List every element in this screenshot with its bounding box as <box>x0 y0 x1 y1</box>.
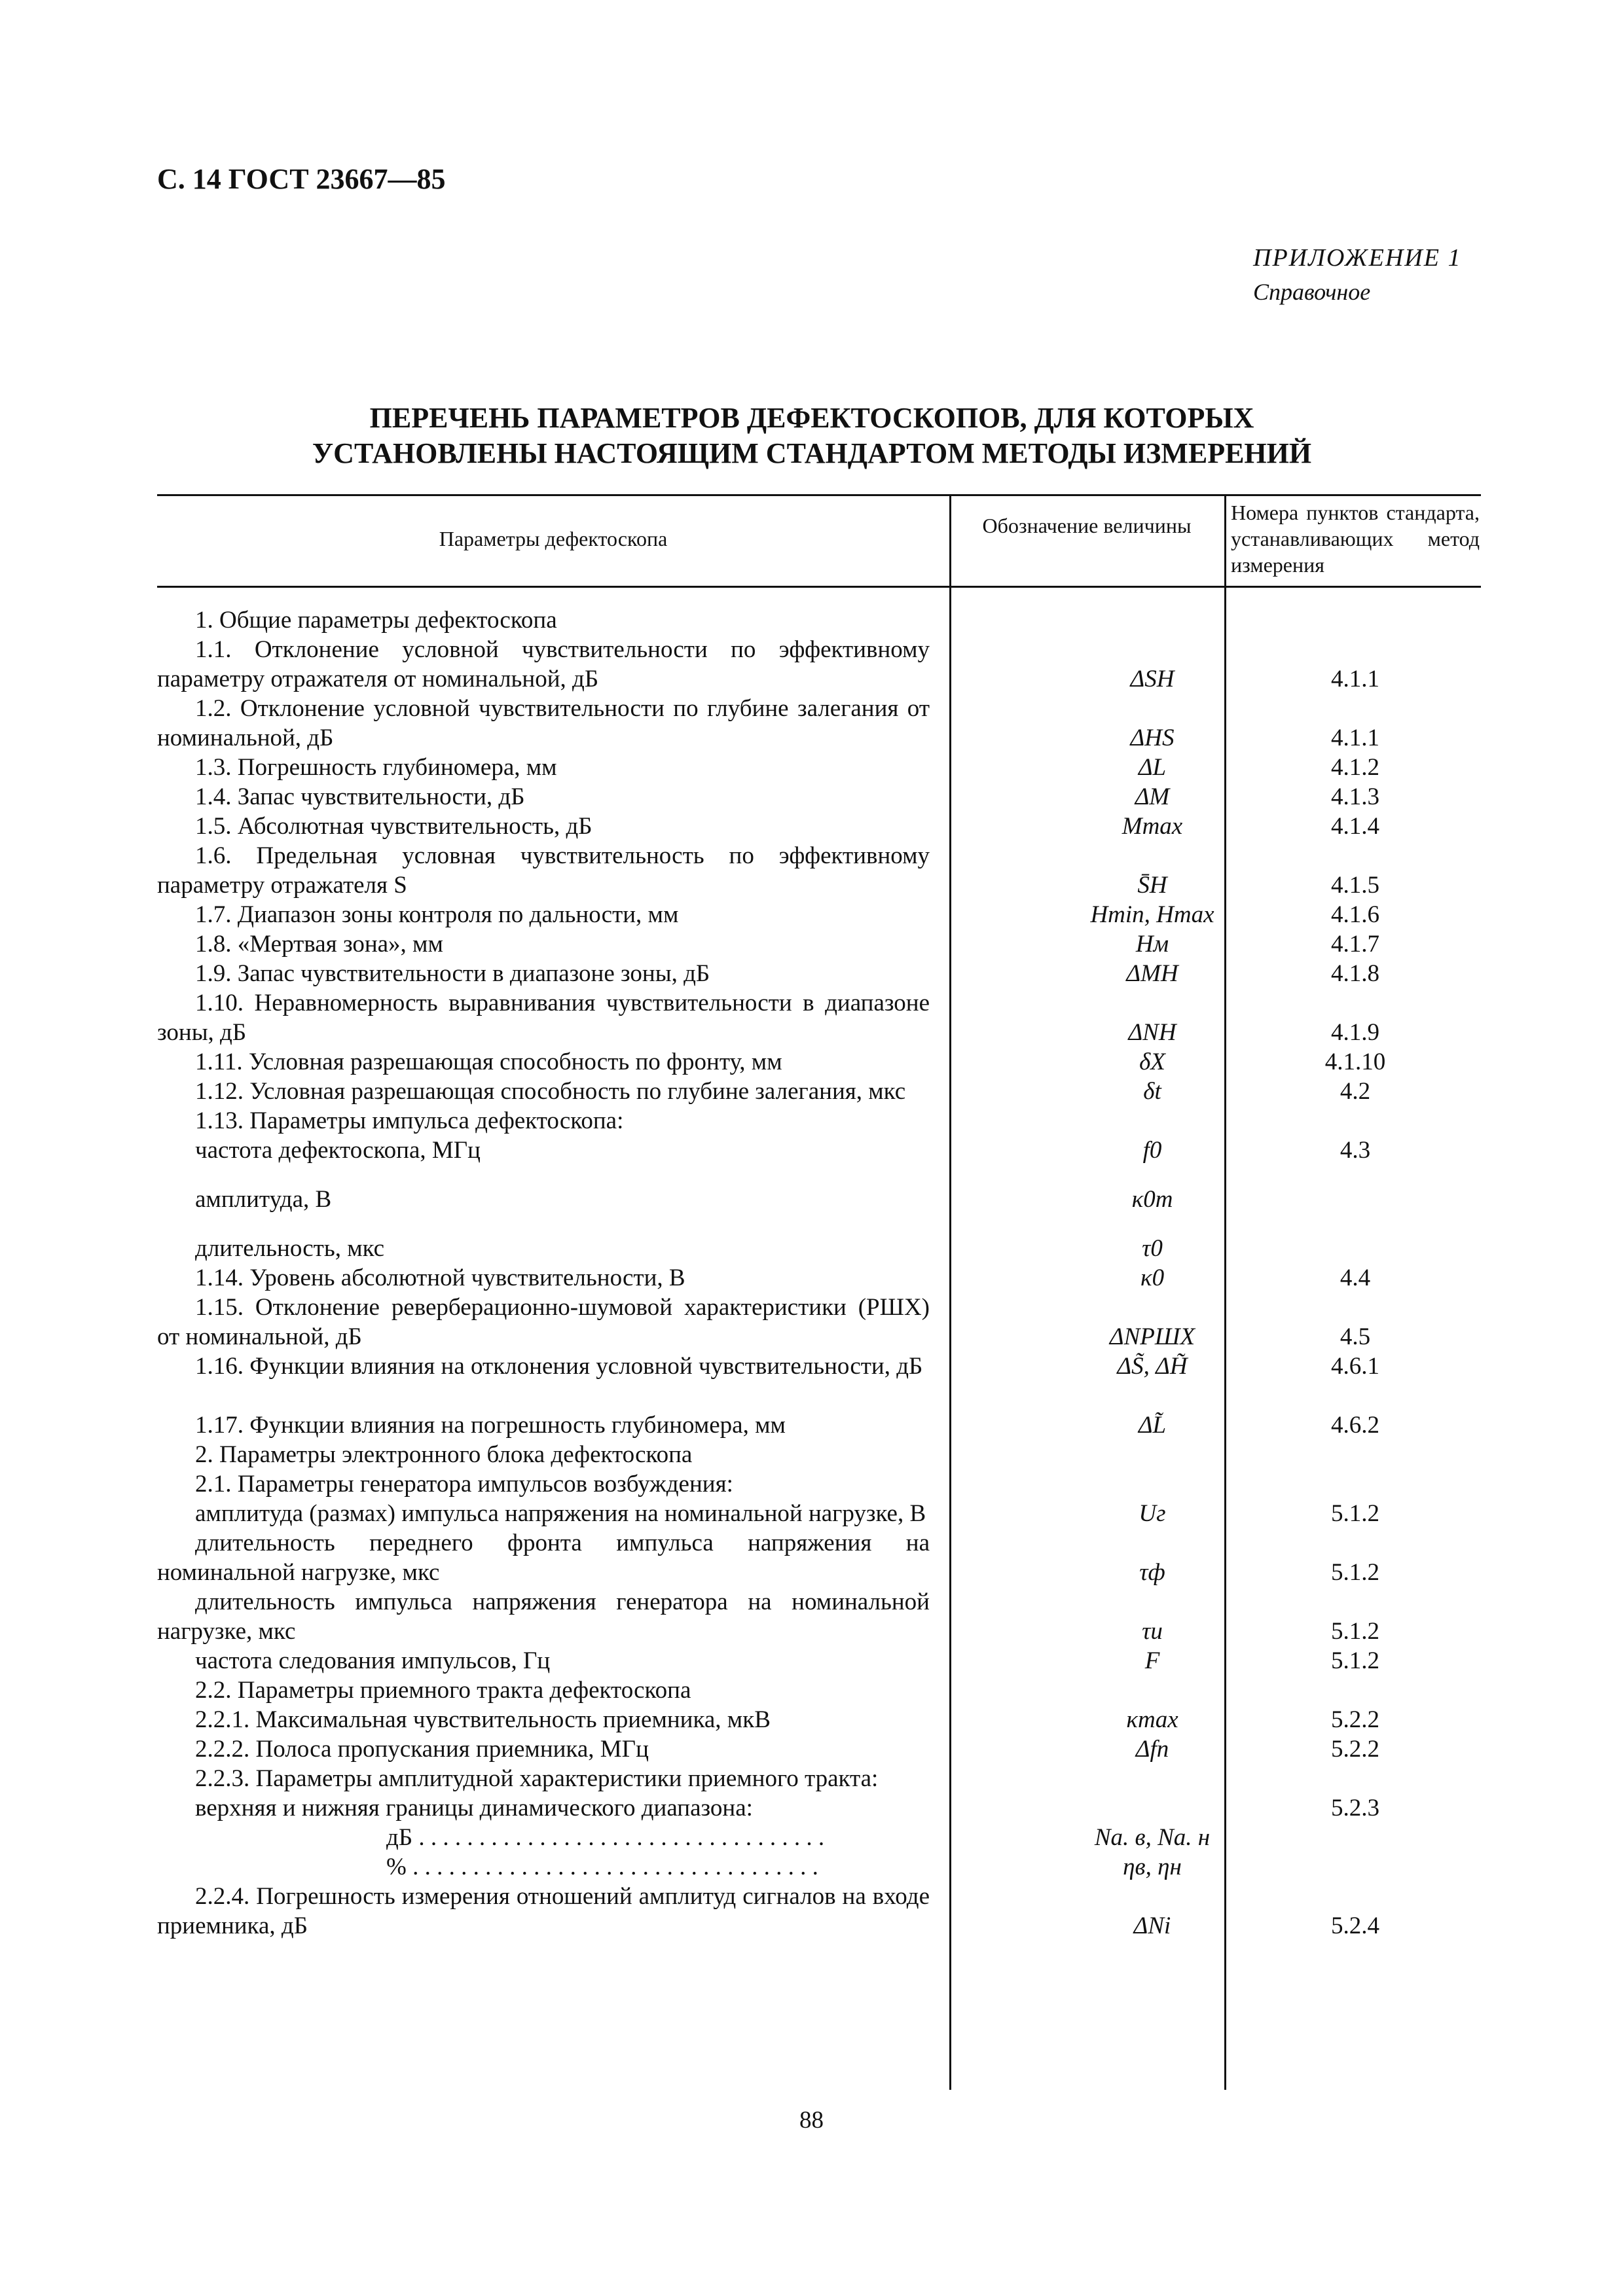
title-line: ПЕРЕЧЕНЬ ПАРАМЕТРОВ ДЕФЕКТОСКОПОВ, ДЛЯ КОТОРЫХ <box>369 402 1254 434</box>
column-header-parameters: Параметры дефектоскопа <box>439 527 668 550</box>
table-row: амплитуда, В κ0m <box>195 1186 1173 1213</box>
table-row: длительность импульса напряжения генератора на номинальной нагрузке, мкс τи 5.1.2 <box>157 1588 1379 1645</box>
table-row: 1.14. Уровень абсолютной чувствительности, В κ0 4.4 <box>195 1265 1371 1291</box>
table-row: 1.15. Отклонение реверберационно-шумовой характеристики (РШХ) от номинальной, дБ ΔNРШХ 4.5 <box>157 1294 1371 1350</box>
table-row: 1.8. «Мертвая зона», мм Hм 4.1.7 <box>195 931 1379 958</box>
table-row: 2.2.1. Максимальная чувствительность приемника, мкВ κmax 5.2.2 <box>195 1706 1379 1733</box>
table-row: частота следования импульсов, Гц F 5.1.2 <box>195 1647 1379 1674</box>
appendix-number: ПРИЛОЖЕНИЕ 1 <box>1253 244 1462 272</box>
table-row: 1.12. Условная разрешающая способность по глубине залегания, мкс δt 4.2 <box>195 1078 1371 1105</box>
table-row: 1.4. Запас чувствительности, дБ ΔM 4.1.3 <box>195 783 1379 810</box>
table-row: амплитуда (размах) импульса напряжения на номинальной нагрузке, В Uг 5.1.2 <box>195 1500 1379 1527</box>
table-row: верхняя и нижняя границы динамического диапазона: 5.2.3 <box>195 1795 1379 1821</box>
table-row: 1.7. Диапазон зоны контроля по дальности, мм Hmin, Hmax 4.1.6 <box>195 901 1379 928</box>
table-body <box>157 605 1481 1941</box>
appendix-label <box>1253 241 1461 309</box>
table-row: 1.11. Условная разрешающая способность по фронту, мм δX 4.1.10 <box>195 1049 1386 1075</box>
table-row: 1.13. Параметры импульса дефектоскопа: <box>195 1107 624 1134</box>
table-row: 1.17. Функции влияния на погрешность глубиномера, мм ΔL̃ 4.6.2 <box>195 1412 1379 1439</box>
table-row: дБ . . . . . . . . . . . . . . . . . . . . . . . . . . . . . . . . . . Nа. в, Nа. н <box>386 1824 1211 1851</box>
table-row: 2.1. Параметры генератора импульсов возбуждения: <box>195 1471 733 1498</box>
page-number: 88 <box>799 2107 824 2134</box>
table-row: 1.6. Предельная условная чувствительность по эффективному параметру отражателя S S̄H 4.1.5 <box>157 842 1379 899</box>
table-row: длительность, мкс τ0 <box>195 1235 1163 1262</box>
table-row: 1.9. Запас чувствительности в диапазоне зоны, дБ ΔMH 4.1.8 <box>195 960 1379 987</box>
table-row: 1.2. Отклонение условной чувствительности по глубине залегания от номинальной, дБ ΔHS 4.1.1 <box>157 695 1379 751</box>
table-row: 2.2.4. Погрешность измерения отношений амплитуд сигналов на входе приемника, дБ ΔNi 5.2.4 <box>157 1883 1379 1939</box>
page-header: С. 14 ГОСТ 23667—85 <box>157 163 446 195</box>
table-row: 1.16. Функции влияния на отклонения условной чувствительности, дБ ΔS̃, ΔH̃ 4.6.1 <box>195 1353 1379 1380</box>
appendix-type: Справочное <box>1253 279 1371 305</box>
table-row: частота дефектоскопа, МГц f0 4.3 <box>195 1137 1371 1164</box>
table-row: 2.2.2. Полоса пропускания приемника, МГц Δfп 5.2.2 <box>195 1736 1379 1763</box>
table-row: 1.10. Неравномерность выравнивания чувствительности в диапазоне зоны, дБ ΔNH 4.1.9 <box>157 990 1379 1046</box>
document-title <box>157 401 1467 471</box>
title-line: УСТАНОВЛЕНЫ НАСТОЯЩИМ СТАНДАРТОМ МЕТОДЫ ИЗМЕРЕНИЙ <box>312 437 1312 469</box>
column-header-symbol: Обозначение величины <box>982 514 1192 537</box>
table-row: % . . . . . . . . . . . . . . . . . . . . . . . . . . . . . . . . . . ηв, ηн <box>386 1854 1182 1880</box>
table-row: 2.2. Параметры приемного тракта дефектоскопа <box>195 1677 691 1704</box>
table-row: 1.5. Абсолютная чувствительность, дБ Mmax 4.1.4 <box>195 813 1379 840</box>
table-row: 2. Параметры электронного блока дефектоскопа <box>195 1441 693 1468</box>
column-header-clause: Номера пунктов стандарта, устанавливающих метод измерения <box>1231 501 1480 577</box>
parameters-table <box>157 494 1481 2090</box>
table-row: 2.2.3. Параметры амплитудной характеристики приемного тракта: <box>195 1765 879 1792</box>
table-row: 1.3. Погрешность глубиномера, мм ΔL 4.1.2 <box>195 754 1379 781</box>
table-row: 1. Общие параметры дефектоскопа <box>195 607 557 634</box>
table-row: 1.1. Отклонение условной чувствительности по эффективному параметру отражателя от номинальной, дБ ΔSH 4.1.1 <box>157 636 1379 692</box>
table-row: длительность переднего фронта импульса напряжения на номинальной нагрузке, мкс τф 5.1.2 <box>157 1530 1379 1586</box>
